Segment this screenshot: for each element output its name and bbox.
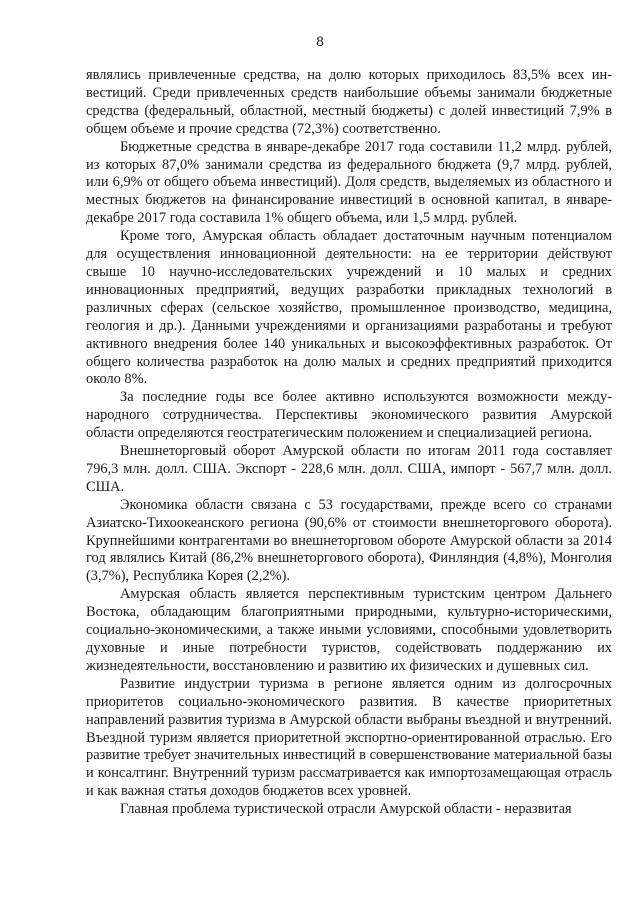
paragraph-tourism-center: Амурская область является перспективным туристским центром Дальнего Востока, обладающим благоприятными природными, культурно-историческими, социально-экономическими, а также иными условиями, способными удовлетворить духовные и иные потребности туристов, содействовать поддержанию их жизнедеятельности, восстановлению и развитию их физических и душевных сил. bbox=[86, 586, 612, 674]
body-text bbox=[86, 67, 612, 819]
paragraph-trade-partners: Экономика области связана с 53 государствами, прежде всего со странами Азиатско-Тихоокеанского региона (90,6% от стоимости внешнеторгового оборота). Крупнейшими контрагентами во внешнеторговом обороте Амурской области за 2014 год являлись Китай (86,2% внешнеторгового оборота), Финляндия (4,8%), Монголия (3,7%), Республика Корея (2,2%). bbox=[86, 496, 612, 585]
paragraph-investment-sources: являлись привлеченные средства, на долю которых приходилось 83,5% всех инвестиций. Среди привлеченных средств наибольшие объемы занимали бюджетные средства (федеральный, областной, местный бюджеты) с долей инвестиций 7,9% в общем объеме и прочие средства (72,3%) соответственно. bbox=[86, 67, 612, 137]
paragraph-tourism-priorities: Развитие индустрии туризма в регионе является одним из долгосрочных приоритетов социально-экономического развития. В качестве приоритетных направлений развития туризма в Амурской области выбраны въездной и внутренний. Въездной туризм является приоритетной экспортно-ориентированной отраслью. Его развитие требует значительных инвестиций в совершенствование материальной базы и консалтинг. Внутренний туризм рассматривается как импортозамещающая отрасль и как важная статья доходов бюджетов всех уровней. bbox=[86, 675, 612, 800]
paragraph-international-cooperation: За последние годы все более активно используются возможности международного сотрудничества. Перспективы экономического развития Амурской области определяются геостратегическим положением и специализацией региона. bbox=[86, 389, 612, 442]
paragraph-main-problem: Главная проблема туристической отрасли Амурской области - неразвитая bbox=[120, 801, 572, 818]
paragraph-budget-funds: Бюджетные средства в январе-декабре 2017 года составили 11,2 млрд. рублей, из которых 87,0% занимали средства из федерального бюджета (9,7 млрд. рублей, или 6,9% от общего объема инвестиций). Доля средств, выделяемых из областного и местных бюджетов на финансирование инвестиций в основной капитал, в январе-декабре 2017 года составила 1% общего объема, или 1,5 млрд. рублей. bbox=[86, 138, 612, 227]
paragraph-scientific-potential: Кроме того, Амурская область обладает достаточным научным потенциалом для осуществления инновационной деятельности: на ее территории действуют свыше 10 научно-исследовательских учреждений и 10 малых и средних инновационных предприятий, ведущих разработки прикладных технологий в различных сферах (сельское хозяйство, промышленное производство, медицина, геология и др.). Данными учреждениями и организациями разработаны и требуют активного внедрения более 140 уникальных и высокоэффективных разработок. От общего количества разработок на долю малых и средних предприятий приходится около 8%. bbox=[86, 228, 612, 388]
paragraph-foreign-trade: Внешнеторговый оборот Амурской области по итогам 2011 года составляет 796,3 млн. долл. США. Экспорт - 228,6 млн. долл. США, импорт - 567,7 млн. долл. США. bbox=[86, 443, 612, 495]
page-number: 8 bbox=[316, 34, 324, 50]
